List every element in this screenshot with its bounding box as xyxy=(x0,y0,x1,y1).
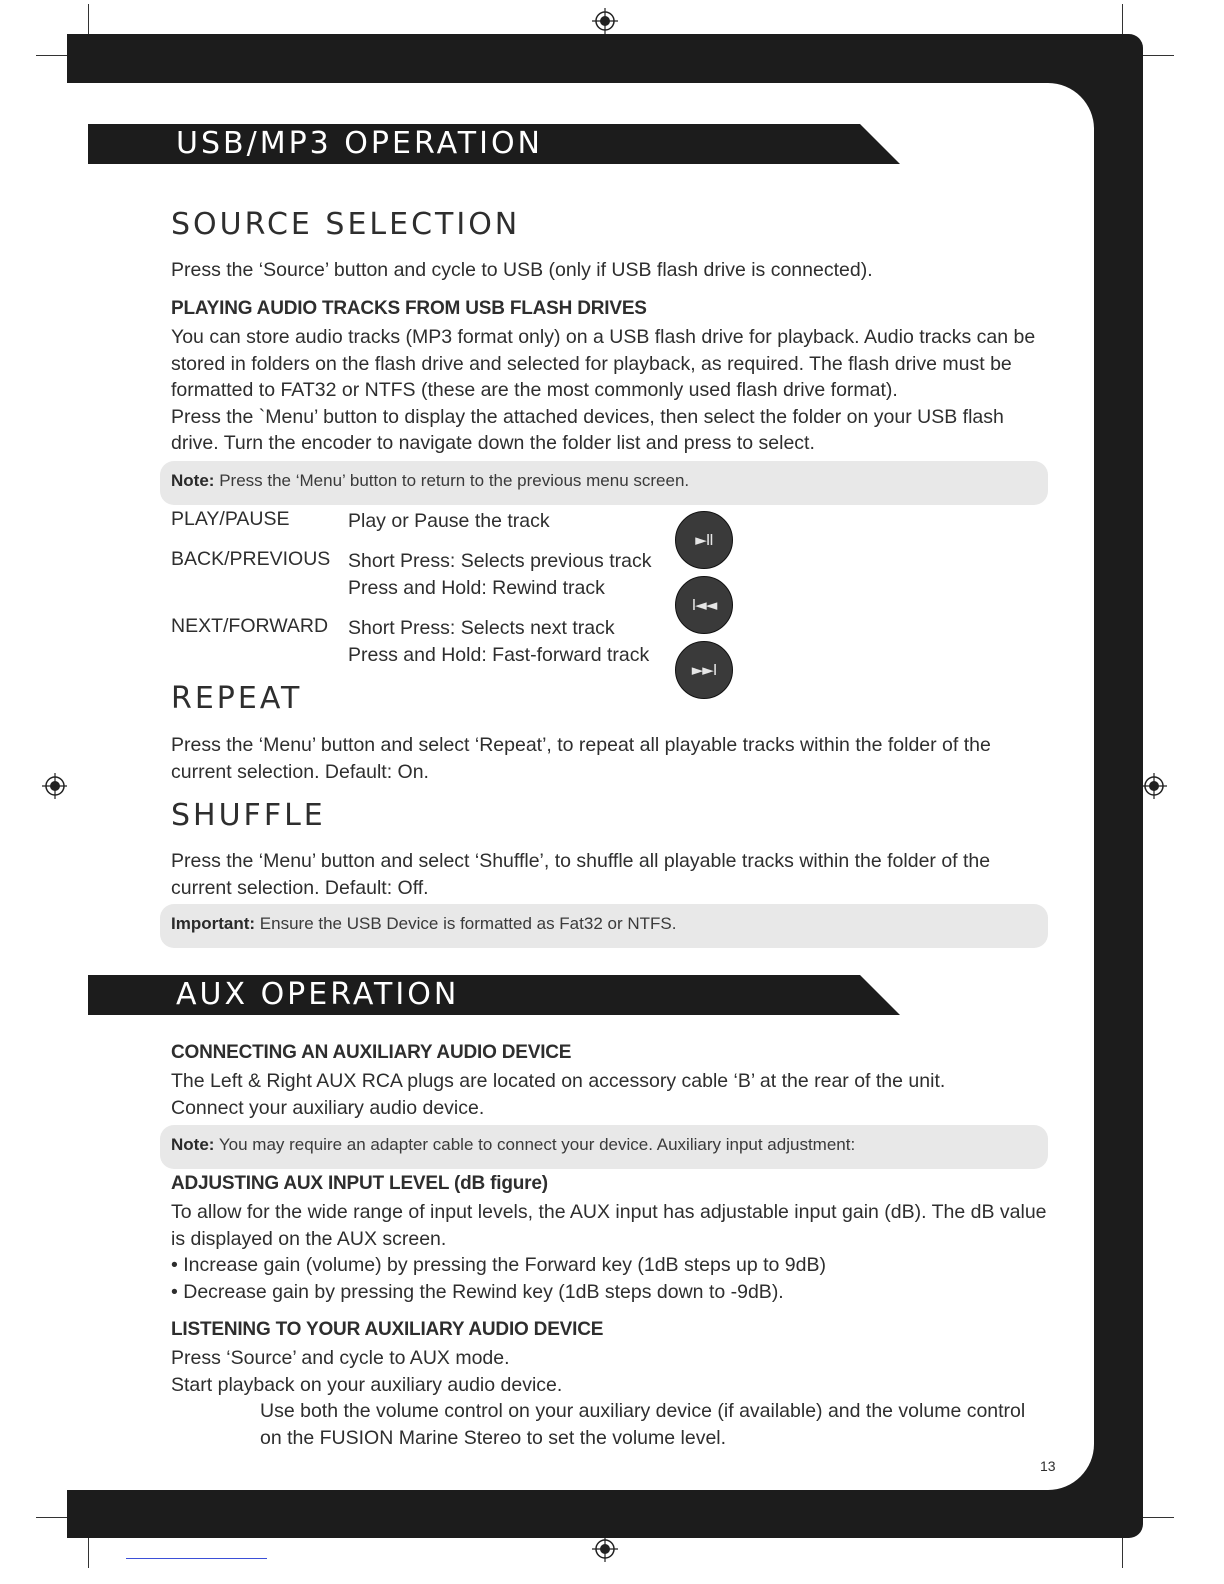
heading-source-selection: SOURCE SELECTION xyxy=(171,207,521,242)
paragraph-line: Use both the volume control on your auxiliary device (if available) and the volume control xyxy=(260,1400,1026,1422)
paragraph-line: Press the ‘Menu’ button and select ‘Repeat’, to repeat all playable tracks within the folder of the xyxy=(171,734,991,756)
paragraph-line: Press ‘Source’ and cycle to AUX mode. xyxy=(171,1347,510,1369)
control-desc: Play or Pause the track xyxy=(348,510,550,532)
section-banner-usb xyxy=(88,124,900,164)
control-name-next-forward: NEXT/FORWARD xyxy=(171,615,329,637)
control-name-back-previous: BACK/PREVIOUS xyxy=(171,548,331,570)
page-number: 13 xyxy=(1040,1458,1056,1474)
important-text: Ensure the USB Device is formatted as Fat32 or NTFS. xyxy=(259,914,677,933)
note-label: Note: xyxy=(171,471,215,490)
heading-shuffle: SHUFFLE xyxy=(171,798,326,833)
note-text: You may require an adapter cable to connect your device. Auxiliary input adjustment: xyxy=(218,1135,856,1154)
play-pause-icon: ►II xyxy=(675,511,733,569)
heading-repeat: REPEAT xyxy=(171,681,303,716)
note-box-adapter xyxy=(160,1125,1048,1169)
note-text: Press the ‘Menu’ button to return to the previous menu screen. xyxy=(219,471,690,490)
footer-rule xyxy=(126,1558,267,1559)
paragraph-line: To allow for the wide range of input levels, the AUX input has adjustable input gain (dB). The dB value xyxy=(171,1201,1047,1223)
registration-mark-icon xyxy=(592,1536,618,1562)
next-track-icon: ►►I xyxy=(675,641,733,699)
section-title-usb: USB/MP3 OPERATION xyxy=(176,126,543,161)
control-desc: Press and Hold: Fast-forward track xyxy=(348,644,650,666)
paragraph-line: Press the ‘Menu’ button and select ‘Shuffle’, to shuffle all playable tracks within the folder of the xyxy=(171,850,991,872)
paragraph-line: is displayed on the AUX screen. xyxy=(171,1227,447,1250)
paragraph-line: Connect your auxiliary audio device. xyxy=(171,1096,485,1119)
registration-mark-icon xyxy=(1141,773,1167,799)
bullet-item: • Decrease gain by pressing the Rewind key (1dB steps down to -9dB). xyxy=(171,1280,784,1303)
control-desc: Press and Hold: Rewind track xyxy=(348,577,605,599)
paragraph-line: formatted to FAT32 or NTFS (these are the most commonly used flash drive format). xyxy=(171,379,898,401)
important-label: Important: xyxy=(171,914,256,933)
paragraph-line: current selection. Default: Off. xyxy=(171,876,429,899)
subheading-listening: LISTENING TO YOUR AUXILIARY AUDIO DEVICE xyxy=(171,1319,604,1340)
control-name-play-pause: PLAY/PAUSE xyxy=(171,508,290,530)
paragraph-line: on the FUSION Marine Stereo to set the volume level. xyxy=(260,1426,727,1449)
paragraph-line: Start playback on your auxiliary audio device. xyxy=(171,1373,563,1396)
previous-track-icon: I◄◄ xyxy=(675,576,733,634)
source-selection-text: Press the ‘Source’ button and cycle to USB (only if USB flash drive is connected). xyxy=(171,259,873,281)
subheading-connecting: CONNECTING AN AUXILIARY AUDIO DEVICE xyxy=(171,1042,572,1063)
note-box-menu xyxy=(160,461,1048,505)
section-banner-aux xyxy=(88,975,900,1015)
note-label: Note: xyxy=(171,1135,215,1154)
subheading-playing-tracks: PLAYING AUDIO TRACKS FROM USB FLASH DRIVES xyxy=(171,298,647,319)
paragraph-line: Press the `Menu’ button to display the attached devices, then select the folder on your USB flash xyxy=(171,405,1004,428)
control-desc: Short Press: Selects previous track xyxy=(348,550,652,572)
registration-mark-icon xyxy=(592,8,618,34)
registration-mark-icon xyxy=(42,773,68,799)
paragraph-line: drive. Turn the encoder to navigate down the folder list and press to select. xyxy=(171,432,815,454)
section-title-aux: AUX OPERATION xyxy=(176,977,460,1012)
subheading-adjusting: ADJUSTING AUX INPUT LEVEL (dB figure) xyxy=(171,1173,548,1194)
control-desc: Short Press: Selects next track xyxy=(348,617,615,639)
paragraph-line: The Left & Right AUX RCA plugs are located on accessory cable ‘B’ at the rear of the unit. xyxy=(171,1070,946,1092)
paragraph-line: You can store audio tracks (MP3 format only) on a USB flash drive for playback. Audio tracks can be xyxy=(171,326,1036,348)
paragraph-line: stored in folders on the flash drive and selected for playback, as required. The flash drive must be xyxy=(171,352,1012,375)
bullet-item: • Increase gain (volume) by pressing the Forward key (1dB steps up to 9dB) xyxy=(171,1254,826,1276)
paragraph-line: current selection. Default: On. xyxy=(171,760,429,783)
important-box xyxy=(160,904,1048,948)
